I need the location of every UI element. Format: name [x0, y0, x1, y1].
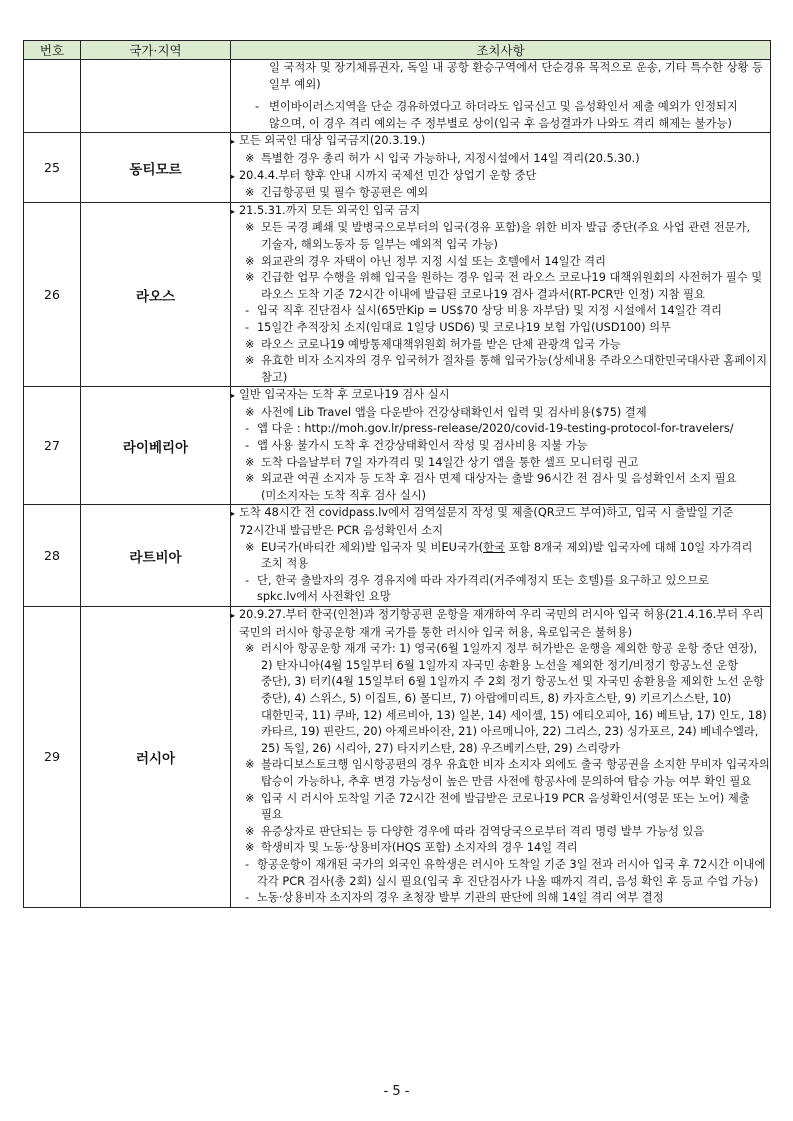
header-country: 국가·지역	[81, 41, 231, 60]
table-row	[24, 387, 771, 505]
country-name: 러시아	[81, 607, 231, 908]
row-number: 26	[24, 202, 81, 387]
country-name: 라이베리아	[81, 387, 231, 505]
row-number: 29	[24, 607, 81, 908]
measure-text: EU국가(바티칸 제외)발 입국자 및 비EU국가(	[261, 540, 484, 554]
measure-item: ※ 입국 시 러시아 도착일 기준 72시간 전에 발급받은 코로나19 PCR 음성확인서(영문 또는 노어) 제출 필요	[231, 791, 770, 824]
page-number: - 5 -	[383, 1084, 410, 1099]
row-number: 27	[24, 387, 81, 505]
measure-item: ※ 외교관의 경우 자택이 아닌 정부 지정 시설 또는 호텔에서 14일간 격리	[231, 254, 770, 271]
row-number: 25	[24, 133, 81, 202]
country-name: 동티모르	[81, 133, 231, 202]
row-number: 28	[24, 505, 81, 607]
measures-cell	[231, 505, 771, 607]
measure-item: ※ 도착 다음날부터 7일 자가격리 및 14일간 상기 앱을 통한 셀프 모니터링 권고	[231, 455, 770, 472]
measure-item: ※ 외교관 여권 소지자 등 도착 후 검사 면제 대상자는 출발 96시간 전 검사 및 음성확인서 소지 필요(미소지자는 도착 직후 검사 실시)	[231, 471, 770, 504]
measure-item: - 항공운항이 재개된 국가의 외국인 유학생은 러시아 도착일 기준 3일 전과 러시아 입국 후 72시간 이내에 각각 PCR 검사(총 2회) 실시 필요(입국 후 진단검사가 나올 때까지 격리, 음성 확인 후 등교 수업 가능)	[231, 857, 770, 890]
measure-item: ※ 긴급한 업무 수행을 위해 입국을 원하는 경우 입국 전 라오스 코로나19 대책위원회의 사전허가 필수 및 라오스 도착 기준 72시간 이내에 발급된 코로나19 검사 결과서(RT-PCR만 인정) 지참 필요	[231, 270, 770, 303]
measures-cell	[231, 607, 771, 908]
measure-item: ▸ 21.5.31.까지 모든 외국인 입국 금지	[231, 203, 770, 221]
table-row	[24, 202, 771, 387]
measure-item: - 노동·상용비자 소지자의 경우 초청장 발부 기관의 판단에 의해 14일 격리 여부 결정	[231, 890, 770, 907]
measure-item: 일 국적자 및 장기체류권자, 독일 내 공항 환승구역에서 단순경유 목적으로 운송, 기타 특수한 상황 등 일부 예외)	[269, 61, 763, 91]
measure-item: - 15일간 추적장치 소지(임대료 1일당 USD6) 및 코로나19 보험 가입(USD100) 의무	[231, 320, 770, 337]
measure-item: ※ 긴급항공편 및 필수 항공편은 예외	[231, 185, 770, 202]
measure-item	[231, 540, 770, 573]
table-row	[24, 607, 771, 908]
measures-cell	[231, 60, 771, 133]
measure-item: ※ 학생비자 및 노동·상용비자(HQS 포함) 소지자의 경우 14일 격리	[231, 840, 770, 857]
country-name	[81, 60, 231, 133]
measure-item: ▸ 20.9.27.부터 한국(인천)과 정기항공편 운항을 재개하여 우리 국민의 러시아 입국 허용(21.4.16.부터 우리 국민의 러시아 항공운항 재개 국가를 통한 러시아 입국 허용, 육로입국은 불허용)	[231, 607, 770, 641]
header-measures: 조치사항	[231, 41, 771, 60]
measure-item: ※ 유증상자로 판단되는 등 다양한 경우에 따라 검역당국으로부터 격리 명령 발부 가능성 있음	[231, 824, 770, 841]
measure-item: ※ 유효한 비자 소지자의 경우 입국허가 절차를 통해 입국가능(상세내용 주라오스대한민국대사관 홈페이지 참고)	[231, 353, 770, 386]
measure-item: - 단, 한국 출발자의 경우 경유지에 따라 자가격리(거주예정지 또는 호텔)를 요구하고 있으므로 spkc.lv에서 사전확인 요망	[231, 573, 770, 606]
measure-item: - 앱 사용 불가시 도착 후 건강상태확인서 작성 및 검사비용 지불 가능	[231, 438, 770, 455]
measures-cell	[231, 202, 771, 387]
measures-cell	[231, 133, 771, 202]
measure-item: ▸ 모든 외국인 대상 입국금지(20.3.19.)	[231, 133, 770, 151]
measure-item: - 입국 직후 진단검사 실시(65만Kip = US$70 상당 비용 자부담) 및 지정 시설에서 14일간 격리	[231, 303, 770, 320]
measure-item: ※ 러시아 항공운항 재개 국가: 1) 영국(6월 1일까지 정부 허가받은 운행을 제외한 항공 운항 중단 연장), 2) 탄자니아(4월 15일부터 6월 1일까지 자국민 송환용 노선을 제외한 정기/비정기 항공노선 운항 중단), 3) 터키(4월 15일부터 6월 1일까지 주 2회 정기 항공노선 및 자국민 송환용을 제외한 노선 운항 중단), 4) 스위스, 5) 이집트, 6) 몰디브, 7) 아랍에미리트, 8) 카자흐스탄, 9) 키르기스스탄, 10) 대한민국, 11) 쿠바, 12) 세르비아, 13) 일본, 14) 세이셸, 15) 에티오피아, 16) 베트남, 17) 인도, 18) 카타르, 19) 핀란드, 20) 아제르바이잔, 21) 아르메니아, 22) 그리스, 23) 싱가포르, 24) 베네수엘라, 25) 독일, 26) 시리아, 27) 타지키스탄, 28) 우즈베키스탄, 29) 스리랑카	[231, 641, 770, 757]
country-name: 라오스	[81, 202, 231, 387]
measure-text: 포함 8개국 제외)발 입국자에 대해 10일 자가격리 조치 적용	[261, 540, 753, 571]
header-number: 번호	[24, 41, 81, 60]
table-row	[24, 60, 771, 133]
measure-item: ▸ 20.4.4.부터 향후 안내 시까지 국제선 민간 상업기 운항 중단	[231, 168, 770, 186]
measure-item: ▸ 일반 입국자는 도착 후 코로나19 검사 실시	[231, 387, 770, 405]
measure-item: - 앱 다운 : http://moh.gov.lr/press-release/2020/covid-19-testing-protocol-for-travelers/	[231, 421, 770, 438]
measure-item: - 변이바이러스지역을 단순 경유하였다고 하더라도 입국신고 및 음성확인서 제출 예외가 인정되지 않으며, 이 경우 격리 예외는 주 정부별로 상이(입국 후 음성결과가 나와도 격리 해제는 불가능)	[231, 99, 770, 132]
measure-item: ※ 블라디보스토크행 임시항공편의 경우 유효한 비자 소지자 외에도 출국 항공권을 소지한 무비자 입국자의 탑승이 가능하나, 추후 변경 가능성이 높은 만큼 사전에 항공사에 문의하여 탑승 가능 여부 확인 필요	[231, 757, 770, 790]
table-row	[24, 133, 771, 202]
measure-item: ※ 사전에 Lib Travel 앱을 다운받아 건강상태확인서 입력 및 검사비용($75) 결제	[231, 405, 770, 422]
row-number	[24, 60, 81, 133]
measure-item: ※ 라오스 코로나19 예방통제대책위원회 허가를 받은 단체 관광객 입국 가능	[231, 337, 770, 354]
underlined-text: 한국	[483, 540, 505, 554]
measure-item: ※ 특별한 경우 총리 허가 시 입국 가능하나, 지정시설에서 14일 격리(20.5.30.)	[231, 151, 770, 168]
measure-item: ※ 모든 국경 폐쇄 및 발병국으로부터의 입국(경유 포함)을 위한 비자 발급 중단(주요 사업 관련 전문가, 기술자, 해외노동자 등 일부는 예외적 입국 가능)	[231, 220, 770, 253]
measure-item: ▸ 도착 48시간 전 covidpass.lv에서 검역설문지 작성 및 제출(QR코드 부여)하고, 입국 시 출발일 기준 72시간내 발급받은 PCR 음성확인서 소지	[231, 505, 770, 539]
measures-table	[23, 40, 771, 908]
country-name: 라트비아	[81, 505, 231, 607]
table-row	[24, 505, 771, 607]
measures-cell	[231, 387, 771, 505]
